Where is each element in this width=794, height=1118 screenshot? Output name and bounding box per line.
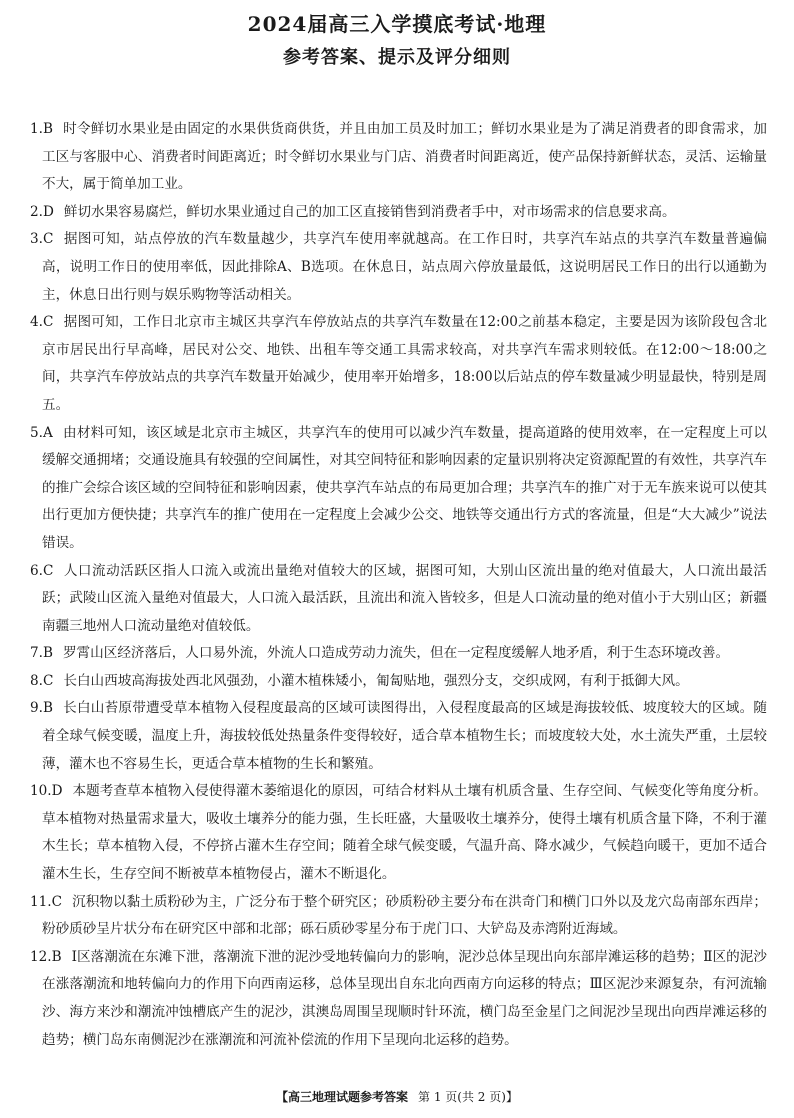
answer-text: 时令鲜切水果业是由固定的水果供货商供货，并且由加工员及时加工；鲜切水果业是为了满足消费者的即食需求，加工区与客服中心、消费者时间距离近；时令鲜切水果业与门店、消费者时间距离近，使产品保持新鲜状态，灵活、运输量不大，属于简单加工业。	[42, 121, 767, 193]
answer-item	[30, 420, 767, 558]
page-footer	[0, 1088, 794, 1105]
answer-number: 3.C	[30, 231, 54, 248]
answer-number: 1.B	[30, 121, 53, 137]
answer-text: 沉积物以黏土质粉砂为主，广泛分布于整个研究区；砂质粉砂主要分布在洪奇门和横门口外以及龙穴岛南部东西岸；粉砂质砂呈片状分布在研究区中部和北部；砾石质砂零星分布于虎门口、大铲岛及赤湾附近海域。	[42, 893, 767, 938]
answer-item	[30, 889, 767, 944]
answer-item	[30, 778, 767, 888]
answer-number: 7.B	[30, 645, 53, 662]
answer-number: 6.C	[30, 562, 54, 579]
footer-label: 【高三地理试题参考答案	[276, 1090, 409, 1104]
answer-item	[30, 226, 767, 309]
answer-text: 本题考查草本植物入侵使得灌木萎缩退化的原因，可结合材料从土壤有机质含量、生存空间、气候变化等角度分析。草本植物对热量需求量大，吸收土壤养分的能力强，生长旺盛，大量吸收土壤养分，使得土壤有机质含量下降，不利于灌木生长；草本植物入侵，不停挤占灌木生存空间；随着全球气候变暖，气温升高、降水减少，气候趋向暖干，更加不适合灌木生长，生存空间不断被草本植物侵占，灌木不断退化。	[42, 783, 767, 883]
answer-text: 长白山苔原带遭受草本植物入侵程度最高的区域可读图得出，入侵程度最高的区域是海拔较低、坡度较大的区域。随着全球气候变暖，温度上升，海拔较低处热量条件变得较好，适合草本植物生长；而坡度较大处，水土流失严重，土层较薄，灌木也不容易生长，更适合草本植物的生长和繁殖。	[42, 700, 767, 772]
answer-text: 由材料可知，该区域是北京市主城区，共享汽车的使用可以减少汽车数量，提高道路的使用效率，在一定程度上可以缓解交通拥堵；交通设施具有较强的空间属性，对其空间特征和影响因素的定量识别将决定资源配置的有效性，共享汽车的推广会综合该区域的空间特征和影响因素，使共享汽车站点的布局更加合理；共享汽车的推广对于无车族来说可以使其出行更加方便快捷；共享汽车的推广使用在一定程度上会减少公交、地铁等交通出行方式的客流量，但是“大大减少”说法错误。	[42, 424, 767, 551]
answer-item	[30, 944, 767, 1054]
answer-text: Ⅰ区落潮流在东滩下泄，落潮流下泄的泥沙受地转偏向力的影响，泥沙总体呈现出向东部岸滩运移的趋势；Ⅱ区的泥沙在涨落潮流和地转偏向力的作用下向西南运移，总体呈现出自东北向西南方向运移的特点；Ⅲ区泥沙来源复杂，有河流输沙、海方来沙和潮流冲蚀槽底产生的泥沙，淇澳岛周围呈现顺时针环流，横门岛至金星门之间泥沙呈现出向西岸滩运移的趋势；横门岛东南侧泥沙在涨潮流和河流补偿流的作用下呈现向北运移的趋势。	[42, 948, 767, 1048]
answer-text: 据图可知，站点停放的汽车数量越少，共享汽车使用率就越高。在工作日时，共享汽车站点的共享汽车数量普遍偏高，说明工作日的使用率低，因此排除A、B选项。在休息日，站点周六停放量最低，这说明居民工作日的出行以通勤为主，休息日出行则与娱乐购物等活动相关。	[42, 231, 767, 303]
answer-item	[30, 558, 767, 641]
answer-list	[30, 116, 767, 1054]
answer-number: 10.D	[30, 783, 63, 800]
answer-item	[30, 116, 767, 199]
answer-text: 人口流动活跃区指人口流入或流出量绝对值较大的区域，据图可知，大别山区流出量的绝对值最大，人口流出最活跃；武陵山区流入量绝对值最大，人口流入最活跃，且流出和流入皆较多，但是人口流动量的绝对值小于大别山区；新疆南疆三地州人口流动量绝对值较低。	[42, 562, 767, 634]
answer-item	[30, 640, 767, 668]
answer-number: 5.A	[30, 424, 53, 441]
page-number: 第 1 页(共 2 页)】	[418, 1090, 518, 1104]
document-subtitle: 参考答案、提示及评分细则	[283, 47, 511, 68]
answer-item	[30, 668, 767, 696]
answer-text: 鲜切水果容易腐烂，鲜切水果业通过自己的加工区直接销售到消费者手中，对市场需求的信息要求高。	[63, 203, 676, 220]
document-title: 2024届高三入学摸底考试·地理	[247, 12, 547, 36]
answer-number: 4.C	[30, 314, 54, 331]
answer-number: 12.B	[30, 948, 62, 965]
answer-number: 2.D	[30, 203, 54, 220]
answer-text: 罗霄山区经济落后，人口易外流，外流人口造成劳动力流失，但在一定程度缓解人地矛盾，利于生态环境改善。	[62, 645, 730, 662]
answer-number: 8.C	[30, 672, 54, 689]
answer-text: 长白山西坡高海拔处西北风强劲，小灌木植株矮小，匍匐贴地，强烈分支，交织成网，有利于抵御大风。	[63, 672, 689, 689]
answer-number: 9.B	[30, 700, 53, 717]
answer-item	[30, 309, 767, 419]
answer-text: 据图可知，工作日北京市主城区共享汽车停放站点的共享汽车数量在12:00之前基本稳定，主要是因为该阶段包含北京市居民出行早高峰，居民对公交、地铁、出租车等交通工具需求较高，对共享汽车需求则较低。在12:00～18:00之间，共享汽车停放站点的共享汽车数量开始减少，使用率开始增多，18:00以后站点的停车数量减少明显最快，特别是周五。	[42, 314, 767, 413]
answer-item	[30, 199, 767, 227]
answer-number: 11.C	[30, 893, 63, 910]
answer-item	[30, 695, 767, 778]
